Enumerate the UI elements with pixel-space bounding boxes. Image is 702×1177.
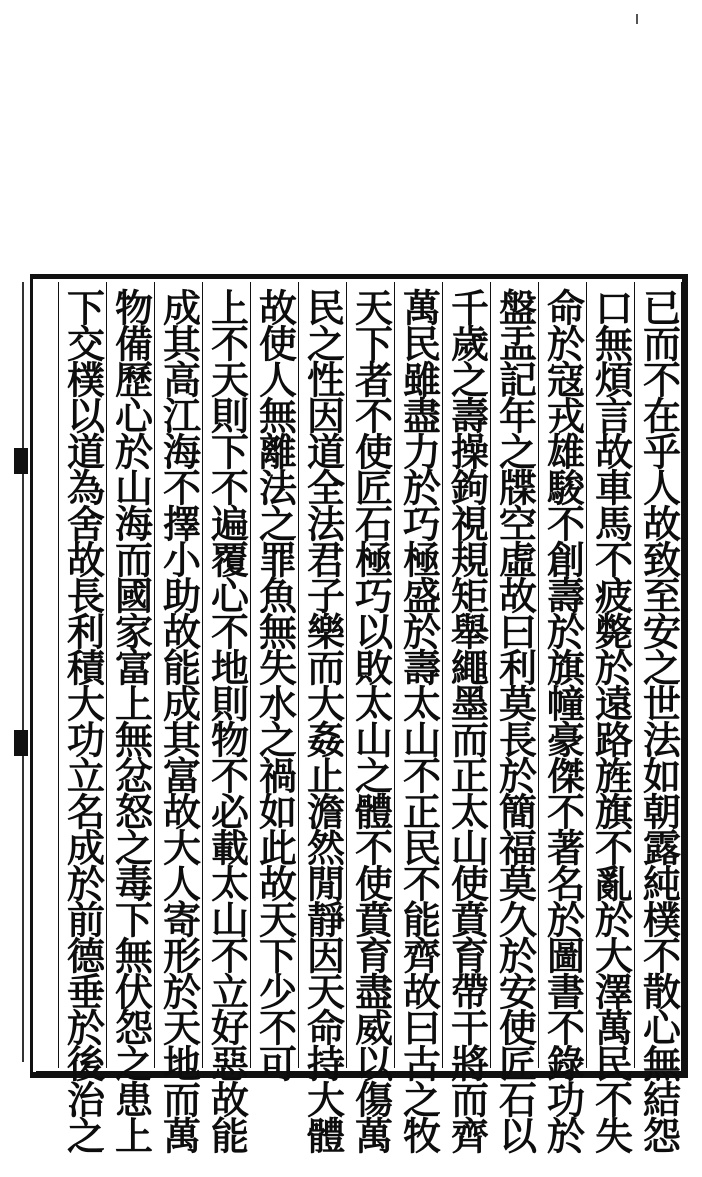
column-text: 上不天則下不遍覆心不地則物不必載太山不立好惡故能 — [204, 288, 250, 1152]
column-text: 千歲之壽操鉤視規矩舉繩墨而正太山使賁育帶干將而齊 — [444, 288, 490, 1152]
text-column — [58, 282, 106, 1152]
column-text: 物備歷心於山海而國家富上無忿怒之毒下無伏怨之患上 — [108, 288, 154, 1152]
text-column — [634, 282, 682, 1152]
fold-mark-upper — [14, 448, 28, 474]
text-column — [442, 282, 490, 1152]
column-text: 成其高江海不擇小助故能成其富故大人寄形於天地而萬 — [156, 288, 202, 1152]
column-text: 口無煩言故車馬不疲斃於遠路旌旗不亂於大澤萬民不失 — [588, 288, 634, 1152]
column-text: 故使人無離法之罪魚無失水之禍如此故天下少不可 — [252, 288, 298, 1080]
text-column — [346, 282, 394, 1152]
column-text: 民之性因道全法君子樂而大姦止澹然閒靜因天命持大體 — [300, 288, 346, 1152]
text-column — [538, 282, 586, 1152]
scan-speck — [636, 14, 638, 24]
fold-line — [22, 282, 24, 1062]
text-column — [250, 282, 298, 1080]
column-text: 下交樸以道為舍故長利積大功立名成於前德垂於後治之 — [60, 288, 106, 1152]
text-column — [106, 282, 154, 1152]
column-text: 盤盂記年之牒空虛故曰利莫長於簡福莫久於安使匠石以 — [492, 288, 538, 1152]
column-text: 已而不在乎人故致至安之世法如朝露純樸不散心無結怨 — [636, 288, 682, 1152]
column-text: 萬民雖盡力於巧極盛於壽太山不正民不能齊故曰古之牧 — [396, 288, 442, 1152]
text-column — [298, 282, 346, 1152]
text-column — [154, 282, 202, 1152]
column-text: 天下者不使匠石極巧以敗太山之體不使賁育盡威以傷萬 — [348, 288, 394, 1152]
text-column — [202, 282, 250, 1152]
text-column — [394, 282, 442, 1152]
text-column — [586, 282, 634, 1152]
column-text: 命於寇戎雄駿不創壽於旗幢豪傑不著名於圖書不錄功於 — [540, 288, 586, 1152]
text-column — [490, 282, 538, 1152]
fold-mark-lower — [14, 730, 28, 756]
